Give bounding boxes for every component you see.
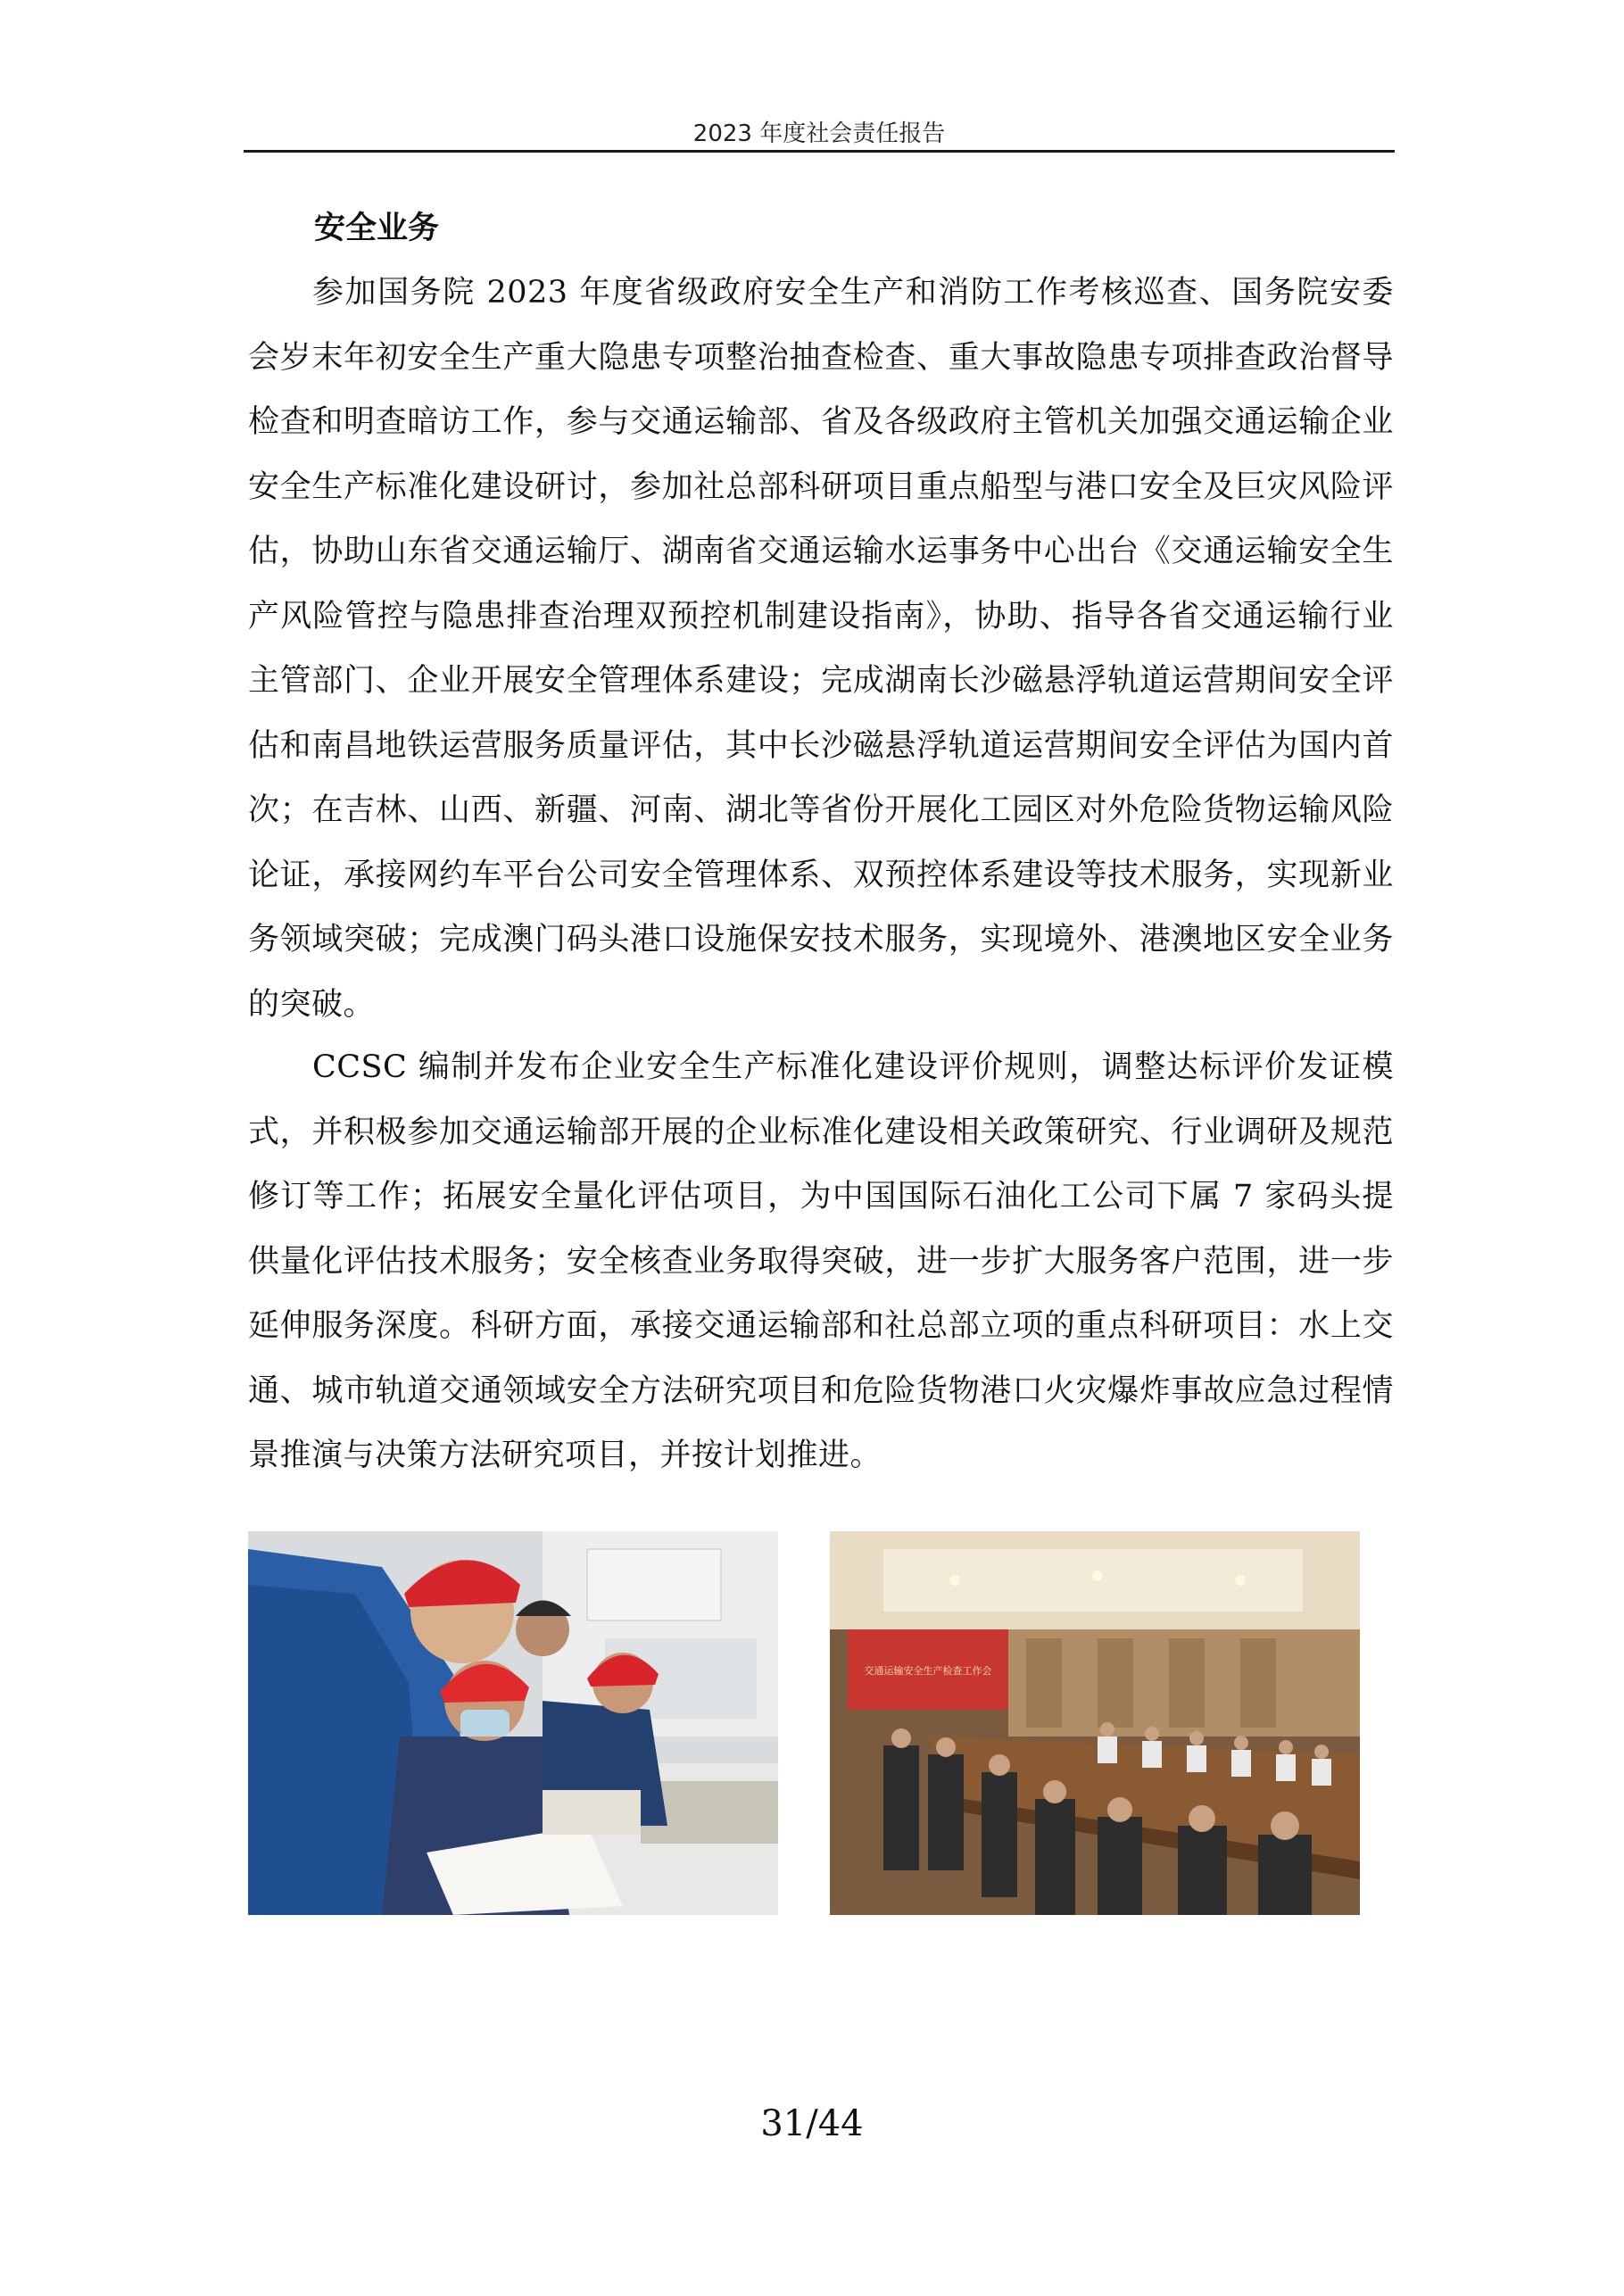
section-title: 安全业务: [314, 211, 440, 246]
header-divider: [244, 150, 1395, 153]
photo-workers-inspection: [248, 1531, 778, 1915]
meeting-banner-text: 交通运输安全生产检查工作会: [864, 1665, 992, 1677]
page-number: 31/44: [760, 2103, 864, 2144]
page-header: 2023 年度社会责任报告: [692, 120, 946, 147]
photo-conference-meeting: [830, 1531, 1360, 1915]
body-paragraph-1: 参加国务院 2023 年度省级政府安全生产和消防工作考核巡查、国务院安委会岁末年初安全生产重大隐患专项整治抽查检查、重大事故隐患专项排查政治督导检查和明查暗访工作，参与交通运输部、省及各级政府主管机关加强交通运输企业安全生产标准化建设研讨，参加社总部科研项目重点船型与港口安全及巨灾风险评估，协助山东省交通运输厅、湖南省交通运输水运事务中心出台《交通运输安全生产风险管控与隐患排查治理双预控机制建设指南》，协助、指导各省交通运输行业主管部门、企业开展安全管理体系建设；完成湖南长沙磁悬浮轨道运营期间安全评估和南昌地铁运营服务质量评估，其中长沙磁悬浮轨道运营期间安全评估为国内首次；在吉林、山西、新疆、河南、湖北等省份开展化工园区对外危险货物运输风险论证，承接网约车平台公司安全管理体系、双预控体系建设等技术服务，实现新业务领域突破；完成澳门码头港口设施保安技术服务，实现境外、港澳地区安全业务的突破。: [248, 275, 1394, 1023]
body-paragraph-2: CCSC 编制并发布企业安全生产标准化建设评价规则，调整达标评价发证模式，并积极参加交通运输部开展的企业标准化建设相关政策研究、行业调研及规范修订等工作；拓展安全量化评估项目，为中国国际石油化工公司下属 7 家码头提供量化评估技术服务；安全核查业务取得突破，进一步扩大服务客户范围，进一步延伸服务深度。科研方面，承接交通运输部和社总部立项的重点科研项目：水上交通、城市轨道交通领域安全方法研究项目和危险货物港口火灾爆炸事故应急过程情景推演与决策方法研究项目，并按计划推进。: [248, 1049, 1394, 1473]
